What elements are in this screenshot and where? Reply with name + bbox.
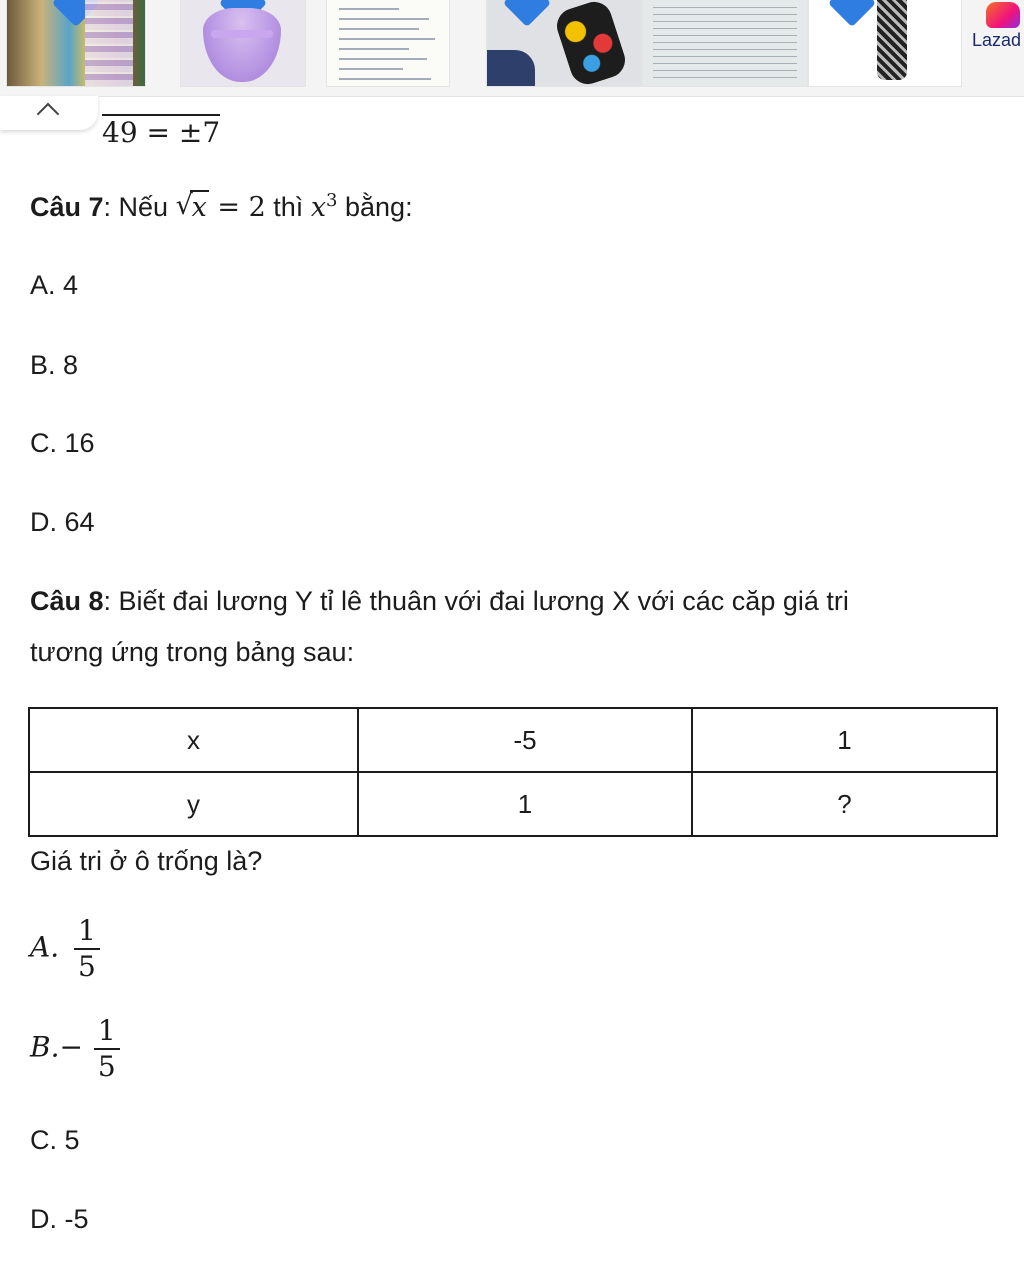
sqrt-expression: √ x = 2 [175, 190, 266, 223]
ad-thumb-storefront[interactable] [6, 0, 146, 87]
ad-thumb-patterned-bag[interactable] [486, 0, 642, 87]
table-cell: 1 [358, 772, 692, 836]
ad-thumb-purple-dress[interactable] [180, 0, 306, 87]
fraction: $\frac{1}{5}$ [74, 914, 100, 984]
table-cell: -5 [358, 708, 692, 772]
table-cell: 1 [692, 708, 997, 772]
ad-thumb-printed-document[interactable] [642, 0, 808, 87]
chevron-up-icon [37, 103, 60, 126]
q8-option-b[interactable]: B.− $\frac{1}{5}$ [30, 1014, 120, 1084]
badge-icon [503, 0, 551, 27]
table-row [29, 772, 997, 836]
badge-icon [828, 0, 876, 27]
q8-option-d[interactable]: D. -5 [30, 1204, 89, 1234]
question-7-label: Câu 7 [30, 192, 104, 222]
table-cell: ? [692, 772, 997, 836]
lazada-heart-icon [986, 2, 1020, 28]
ad-thumb-handwritten-notes[interactable] [326, 0, 450, 87]
power-expression: $x^3$ [310, 190, 338, 223]
question-8-label: Câu 8 [30, 586, 104, 616]
table-cell: x [29, 708, 358, 772]
question-7: Câu 7: Nếu √ x = 2 thì $x^3$ bằng: [30, 190, 413, 223]
q8-option-a[interactable]: A. $\frac{1}{5}$ [30, 914, 100, 984]
table-row [29, 708, 997, 772]
ad-banner-strip [0, 0, 1024, 97]
fraction: $\frac{1}{5}$ [94, 1014, 120, 1084]
lazada-logo[interactable] [966, 0, 1024, 86]
q7-option-a[interactable]: A. 4 [30, 270, 79, 300]
ad-thumb-patterned-tights[interactable] [808, 0, 962, 87]
question-8-prompt: Giá tri ở ô trống là? [30, 846, 263, 876]
lazada-brand-text: Lazad [972, 30, 1022, 50]
q7-option-c[interactable]: C. 16 [30, 428, 95, 458]
table-cell: y [29, 772, 358, 836]
previous-answer-line: 49 = ±7 [102, 116, 221, 149]
value-table [28, 707, 998, 837]
q8-option-c[interactable]: C. 5 [30, 1125, 80, 1155]
collapse-ad-button[interactable] [0, 96, 98, 130]
q7-option-b[interactable]: B. 8 [30, 350, 79, 380]
q7-option-d[interactable]: D. 64 [30, 507, 95, 537]
question-8-line2: tương ứng trong bảng sau: [30, 637, 355, 667]
question-8: Câu 8: Biết đai lương Y tỉ lê thuân với đai lương X với các căp giá tri [30, 586, 849, 616]
